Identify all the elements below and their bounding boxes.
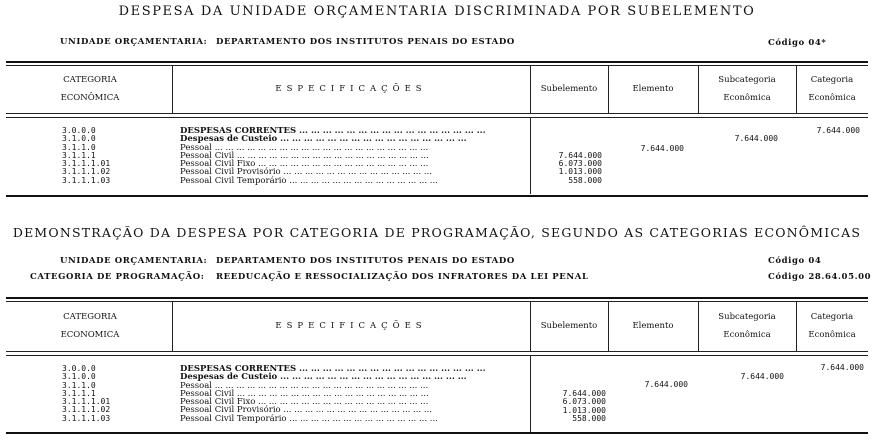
spec-line: Pessoal Civil ... ... ... ... ... ... ... ... ... ... ... ... ... ... ... ... ... ... <box>180 388 429 399</box>
subelemento-value <box>532 135 602 143</box>
table1-subelemento-values <box>532 127 602 185</box>
table2-specs <box>180 365 525 423</box>
table1-col-divider <box>530 66 531 113</box>
subelemento-value: 7.644.000 <box>558 150 602 160</box>
spec-line: Pessoal Civil Provisório ... ... ... ... ... ... ... ... ... ... ... ... ... ... <box>180 167 432 178</box>
table1-specs <box>180 127 525 185</box>
spec-line: Pessoal ... ... ... ... ... ... ... ... ... ... ... ... ... ... ... ... ... ... ... ... <box>180 142 429 153</box>
code: 3.0.0.0 <box>62 364 96 373</box>
table2-code-unit: Código 04 <box>768 256 822 266</box>
spec-line: Pessoal Civil Temporário ... ... ... ... ... ... ... ... ... ... ... ... ... ... <box>180 413 438 424</box>
code: 3.1.1.1.02 <box>62 167 111 177</box>
table1-bottom-rule <box>6 195 868 197</box>
code: 3.1.0.0 <box>62 372 96 382</box>
table1-codes <box>62 127 110 185</box>
table2-col-divider <box>172 302 173 351</box>
code: 3.1.1.1.03 <box>62 175 111 185</box>
table2-header-categoria-economica: Categoria Econômica <box>808 312 856 340</box>
table1-header-rule-2 <box>6 117 868 118</box>
code: 3.1.1.1 <box>62 388 96 398</box>
subelemento-value: 6.073.000 <box>562 397 606 407</box>
table2-header-categoria: CATEGORIA ECONOMICA <box>60 312 120 340</box>
table1-col-divider <box>172 66 173 113</box>
spec-line: Pessoal Civil Fixo ... ... ... ... ... ... ... ... ... ... ... ... ... ... ... ... <box>180 159 429 170</box>
table2-unit-value: DEPARTAMENTO DOS INSTITUTOS PENAIS DO ESTADO <box>216 256 515 266</box>
code: 3.1.0.0 <box>62 134 96 144</box>
table2-header-rule-2 <box>6 355 868 356</box>
table1-unit-value: DEPARTAMENTO DOS INSTITUTOS PENAIS DO ESTADO <box>216 37 515 47</box>
table2-col-divider <box>530 302 531 351</box>
table2-codes <box>62 365 110 423</box>
table2-col-divider <box>608 302 609 351</box>
spec-line: Pessoal Civil Fixo ... ... ... ... ... ... ... ... ... ... ... ... ... ... ... ... <box>180 397 429 408</box>
subelemento-value <box>532 127 602 135</box>
code: 3.1.1.1 <box>62 150 96 160</box>
spec-line: Pessoal ... ... ... ... ... ... ... ... ... ... ... ... ... ... ... ... ... ... ... ... <box>180 380 429 391</box>
code: 3.1.1.1.02 <box>62 405 111 415</box>
code: 3.1.1.1.01 <box>62 397 111 407</box>
table1-top-rule-thin <box>6 65 868 66</box>
code: 3.1.1.1.01 <box>62 159 111 169</box>
table2-header-rule <box>6 351 868 352</box>
table2-program-label: CATEGORIA DE PROGRAMAÇÃO: <box>30 272 205 282</box>
spec-line: DESPESAS CORRENTES ... ... ... ... ... ... ... ... ... ... ... ... ... ... ... ... <box>180 365 486 374</box>
subelemento-value: 1.013.000 <box>558 167 602 177</box>
table1-body-divider <box>530 118 531 194</box>
table1-title: DESPESA DA UNIDADE ORÇAMENTARIA DISCRIMINADA POR SUBELEMENTO <box>118 4 756 19</box>
table2-col-divider <box>698 302 699 351</box>
table1-header-rule <box>6 113 868 114</box>
table2-title: DEMONSTRAÇÃO DA DESPESA POR CATEGORIA DE PROGRAMAÇÃO, SEGUNDO AS CATEGORIAS ECONÔMICAS <box>12 225 862 240</box>
table2-body-divider <box>530 356 531 432</box>
table2-elemento-value: 7.644.000 <box>644 380 688 389</box>
table2-col-divider <box>796 302 797 351</box>
table1-col-divider <box>608 66 609 113</box>
subelemento-value: 6.073.000 <box>558 159 602 169</box>
table2-subcategoria-value: 7.644.000 <box>740 372 784 381</box>
spec-line: Pessoal Civil Provisório ... ... ... ... ... ... ... ... ... ... ... ... ... ... <box>180 405 432 416</box>
table1-unit-label: UNIDADE ORÇAMENTARIA: <box>60 37 208 47</box>
table2-program-value: REEDUCAÇÃO E RESSOCIALIZAÇÃO DOS INFRATORES DA LEI PENAL <box>216 272 589 282</box>
code: 3.1.1.0 <box>62 380 96 390</box>
table1-header-subcategoria: Subcategoria Econômica <box>718 75 776 103</box>
subelemento-value: 1.013.000 <box>562 405 606 415</box>
table1-col-divider <box>698 66 699 113</box>
subelemento-value: 558.000 <box>568 175 602 185</box>
table1-header-especificacoes: ESPECIFICAÇÕES <box>275 84 427 94</box>
spec-line: DESPESAS CORRENTES ... ... ... ... ... ... ... ... ... ... ... ... ... ... ... ... <box>180 127 486 136</box>
table2-top-rule-thin <box>6 301 868 302</box>
table1-elemento-value: 7.644.000 <box>640 144 684 153</box>
table2-subelemento-values <box>532 390 606 423</box>
code: 3.1.1.1.03 <box>62 413 111 423</box>
spec-line: Despesas de Custeio ... ... ... ... ... ... ... ... ... ... ... ... ... ... ... ... <box>180 372 467 383</box>
table2-unit-label: UNIDADE ORÇAMENTARIA: <box>60 256 208 266</box>
table2-top-rule <box>6 297 868 299</box>
code: 3.1.1.0 <box>62 142 96 152</box>
table2-header-especificacoes: ESPECIFICAÇÕES <box>275 321 427 331</box>
table1-header-categoria: CATEGORIA ECONÔMICA <box>60 75 120 103</box>
table2-code-program: Código 28.64.05.00 <box>768 272 872 282</box>
spec-line: Pessoal Civil ... ... ... ... ... ... ... ... ... ... ... ... ... ... ... ... ... ... <box>180 150 429 161</box>
subelemento-value: 558.000 <box>572 413 606 423</box>
subelemento-value: 7.644.000 <box>562 389 606 398</box>
table1-header-categoria-economica: Categoria Econômica <box>808 75 856 103</box>
code: 3.0.0.0 <box>62 126 96 135</box>
spec-line: Despesas de Custeio ... ... ... ... ... ... ... ... ... ... ... ... ... ... ... ... <box>180 134 467 145</box>
table1-header-subelemento: Subelemento <box>540 84 598 94</box>
table1-code: Código 04* <box>768 38 827 48</box>
table1-header-elemento: Elemento <box>632 84 674 94</box>
table2-bottom-rule <box>6 432 868 434</box>
table2-categoria-value: 7.644.000 <box>820 363 864 372</box>
table1-top-rule <box>6 61 868 63</box>
table2-header-elemento: Elemento <box>632 321 674 331</box>
spec-line: Pessoal Civil Temporário ... ... ... ... ... ... ... ... ... ... ... ... ... ... <box>180 175 438 186</box>
table1-subcategoria-value: 7.644.000 <box>734 134 778 143</box>
table1-col-divider <box>796 66 797 113</box>
table2-header-subcategoria: Subcategoria Econômica <box>718 312 776 340</box>
table1-categoria-value: 7.644.000 <box>816 126 860 135</box>
table2-header-subelemento: Subelemento <box>540 321 598 331</box>
